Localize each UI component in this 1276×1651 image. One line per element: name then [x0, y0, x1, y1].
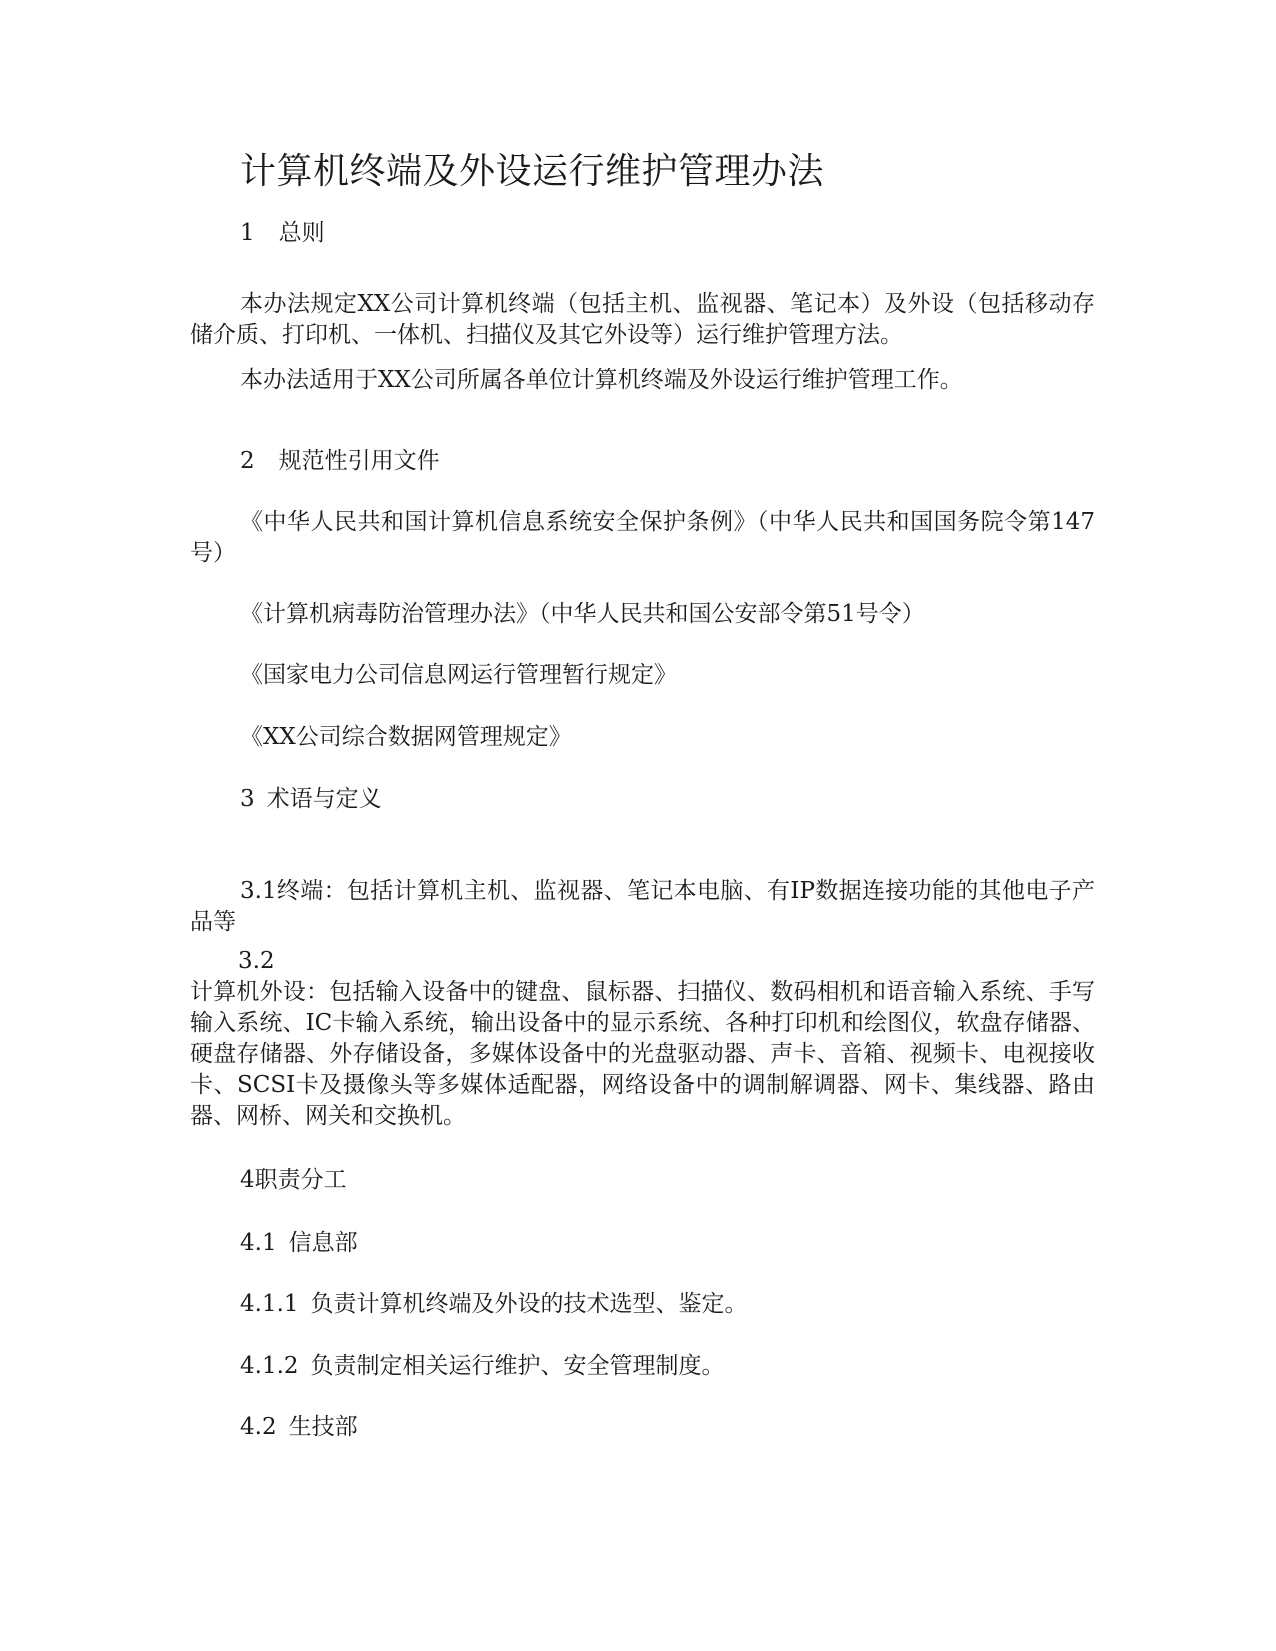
subsection-4-1-heading	[240, 1228, 358, 1259]
section-title: 4职责分工	[240, 1167, 347, 1193]
document-title: 计算机终端及外设运行维护管理办法	[240, 151, 825, 192]
section-number: 3	[240, 786, 255, 812]
definition-terminal: 3.1终端：包括计算机主机、监视器、笔记本电脑、有IP数据连接功能的其他电子产品等	[190, 878, 1095, 935]
section-number: 4.2	[240, 1414, 277, 1440]
subsection-4-2-heading	[240, 1412, 358, 1443]
item-number: 4.1.1	[240, 1291, 299, 1317]
section-number: 1	[240, 220, 255, 246]
section-title: 生技部	[288, 1414, 358, 1440]
definition-number: 3.2	[238, 948, 275, 974]
item-4-1-2	[240, 1351, 725, 1382]
section-title: 规范性引用文件	[278, 448, 440, 474]
item-text: 负责制定相关运行维护、安全管理制度。	[310, 1353, 725, 1379]
definition-text: 计算机外设：包括输入设备中的键盘、鼠标器、扫描仪、数码相机和语音输入系统、手写输入系统、IC卡输入系统，输出设备中的显示系统、各种打印机和绘图仪，软盘存储器、硬盘存储器、外存储设备，多媒体设备中的光盘驱动器、声卡、音箱、视频卡、电视接收卡、SCSI卡及摄像头等多媒体适配器，网络设备中的调制解调器、网卡、集线器、路由器、网桥、网关和交换机。	[190, 979, 1095, 1129]
reference-item: 《国家电力公司信息网运行管理暂行规定》	[240, 662, 677, 688]
paragraph-scope: 本办法规定XX公司计算机终端（包括主机、监视器、笔记本）及外设（包括移动存储介质、打印机、一体机、扫描仪及其它外设等）运行维护管理方法。	[190, 291, 1095, 348]
section-title: 术语与定义	[266, 786, 382, 812]
item-4-1-1	[240, 1289, 748, 1320]
section-number: 2	[240, 448, 255, 474]
definition-peripherals	[190, 946, 1095, 1132]
section-title: 信息部	[288, 1230, 358, 1256]
section-2-heading	[240, 446, 440, 477]
paragraph-applicability: 本办法适用于XX公司所属各单位计算机终端及外设运行维护管理工作。	[240, 367, 963, 393]
reference-item: 《XX公司综合数据网管理规定》	[240, 724, 572, 750]
section-number: 4.1	[240, 1230, 277, 1256]
reference-item: 《中华人民共和国计算机信息系统安全保护条例》（中华人民共和国国务院令第147号）	[190, 509, 1095, 566]
section-1-heading	[240, 218, 325, 249]
item-text: 负责计算机终端及外设的技术选型、鉴定。	[310, 1291, 748, 1317]
section-4-heading	[240, 1165, 347, 1196]
reference-item: 《计算机病毒防治管理办法》（中华人民共和国公安部令第51号令）	[240, 601, 925, 627]
section-title: 总则	[278, 220, 325, 246]
item-number: 4.1.2	[240, 1353, 299, 1379]
section-3-heading	[240, 784, 382, 815]
